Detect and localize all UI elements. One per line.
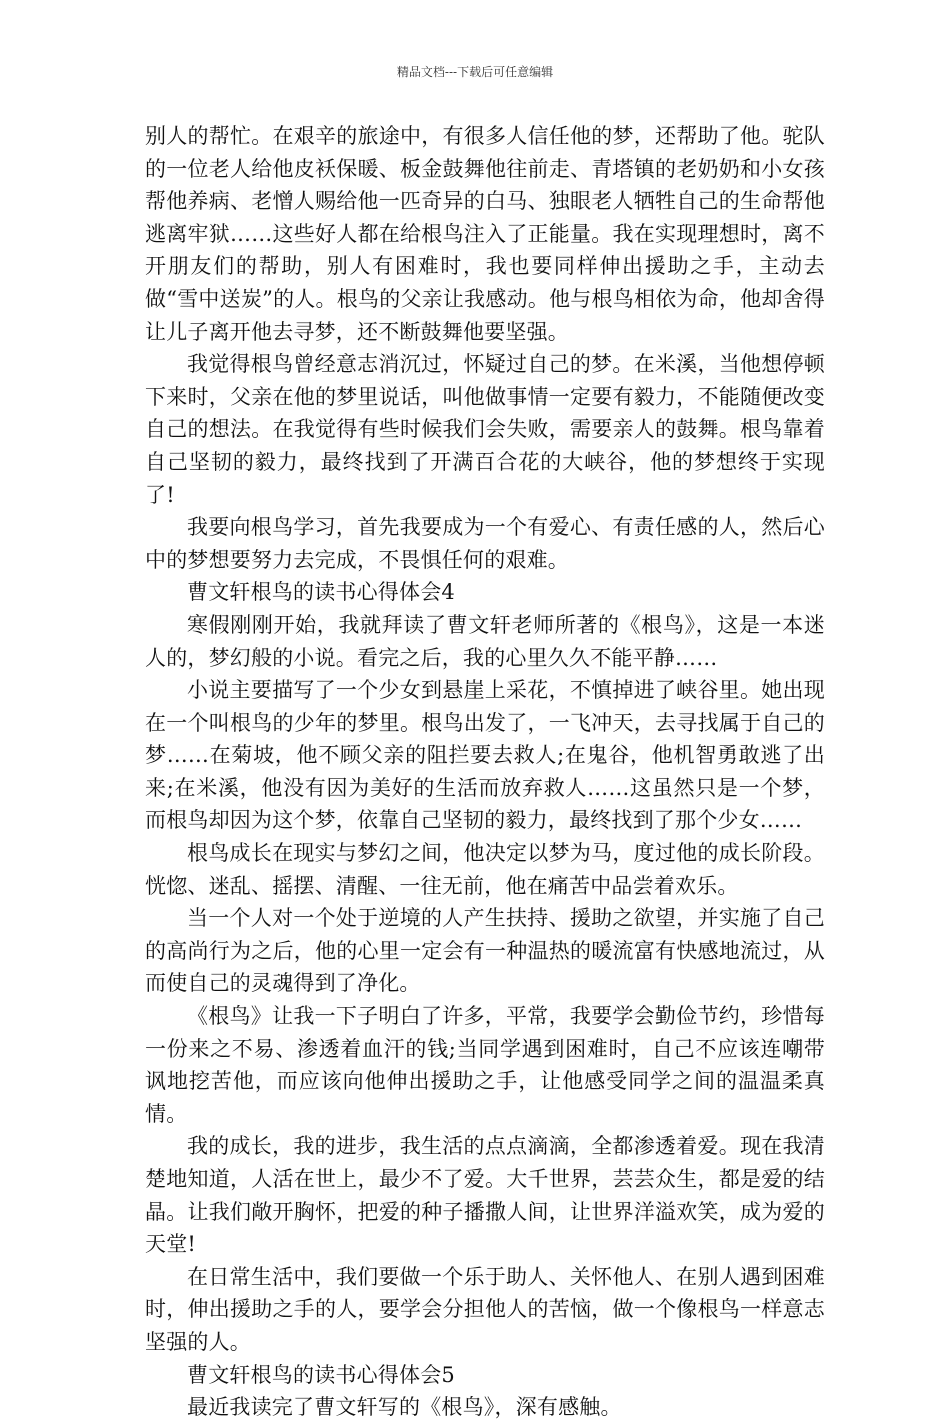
paragraph: 《根鸟》让我一下子明白了许多，平常，我要学会勤俭节约，珍惜每一份来之不易、渗透着血汗的钱;当同学遇到困难时，自己不应该连嘲带讽地挖苦他，而应该向他伸出援助之手，让他感受同学之间的温温柔真情。	[145, 1004, 825, 1126]
paragraph: 根鸟成长在现实与梦幻之间，他决定以梦为马，度过他的成长阶段。恍惚、迷乱、摇摆、清醒、一往无前，他在痛苦中品尝着欢乐。	[145, 841, 825, 898]
document-body	[145, 120, 825, 1424]
paragraph: 小说主要描写了一个少女到悬崖上采花，不慎掉进了峡谷里。她出现在一个叫根鸟的少年的梦里。根鸟出发了，一飞冲天，去寻找属于自己的梦……在菊坡，他不顾父亲的阻拦要去救人;在鬼谷，他机智勇敢逃了出来;在米溪，他没有因为美好的生活而放弃救人……这虽然只是一个梦，而根鸟却因为这个梦，依靠自己坚韧的毅力，最终找到了那个少女……	[145, 678, 825, 833]
paragraph: 我的成长，我的进步，我生活的点点滴滴，全都渗透着爱。现在我清楚地知道，人活在世上，最少不了爱。大千世界，芸芸众生，都是爱的结晶。让我们敞开胸怀，把爱的种子播撒人间，让世界洋溢欢笑，成为爱的天堂!	[145, 1134, 825, 1257]
page-header: 精品文档---下载后可任意编辑	[396, 65, 554, 79]
section-heading-4: 曹文轩根鸟的读书心得体会4	[187, 580, 455, 605]
paragraph-continuation: 别人的帮忙。在艰辛的旅途中，有很多人信任他的梦，还帮助了他。驼队的一位老人给他皮袄保暖、板金鼓舞他往前走、青塔镇的老奶奶和小女孩帮他养病、老憎人赐给他一匹奇异的白马、独眼老人牺牲自己的生命帮他逃离牢狱……这些好人都在给根鸟注入了正能量。我在实现理想时，离不开朋友们的帮助，别人有困难时，我也要同样伸出援助之手，主动去做“雪中送炭”的人。根鸟的父亲让我感动。他与根鸟相依为命，他却舍得让儿子离开他去寻梦，还不断鼓舞他要坚强。	[145, 124, 825, 344]
paragraph: 最近我读完了曹文轩写的《根鸟》，深有感触。	[187, 1395, 622, 1420]
paragraph: 寒假刚刚开始，我就拜读了曹文轩老师所著的《根鸟》，这是一本迷人的，梦幻般的小说。看完之后，我的心里久久不能平静……	[145, 612, 825, 670]
section-heading-5: 曹文轩根鸟的读书心得体会5	[187, 1362, 455, 1387]
paragraph: 在日常生活中，我们要做一个乐于助人、关怀他人、在别人遇到困难时，伸出援助之手的人，要学会分担他人的苦恼，做一个像根鸟一样意志坚强的人。	[145, 1264, 825, 1354]
paragraph: 我觉得根鸟曾经意志消沉过，怀疑过自己的梦。在米溪，当他想停顿下来时，父亲在他的梦里说话，叫他做事情一定要有毅力，不能随便改变自己的想法。在我觉得有些时候我们会失败，需要亲人的鼓舞。根鸟靠着自己坚韧的毅力，最终找到了开满百合花的大峡谷，他的梦想终于实现了!	[145, 352, 825, 507]
paragraph: 当一个人对一个处于逆境的人产生扶持、援助之欲望，并实施了自己的高尚行为之后，他的心里一定会有一种温热的暖流富有快感地流过，从而使自己的灵魂得到了净化。	[145, 906, 825, 996]
paragraph: 我要向根鸟学习，首先我要成为一个有爱心、有责任感的人，然后心中的梦想要努力去完成，不畏惧任何的艰难。	[145, 515, 825, 572]
